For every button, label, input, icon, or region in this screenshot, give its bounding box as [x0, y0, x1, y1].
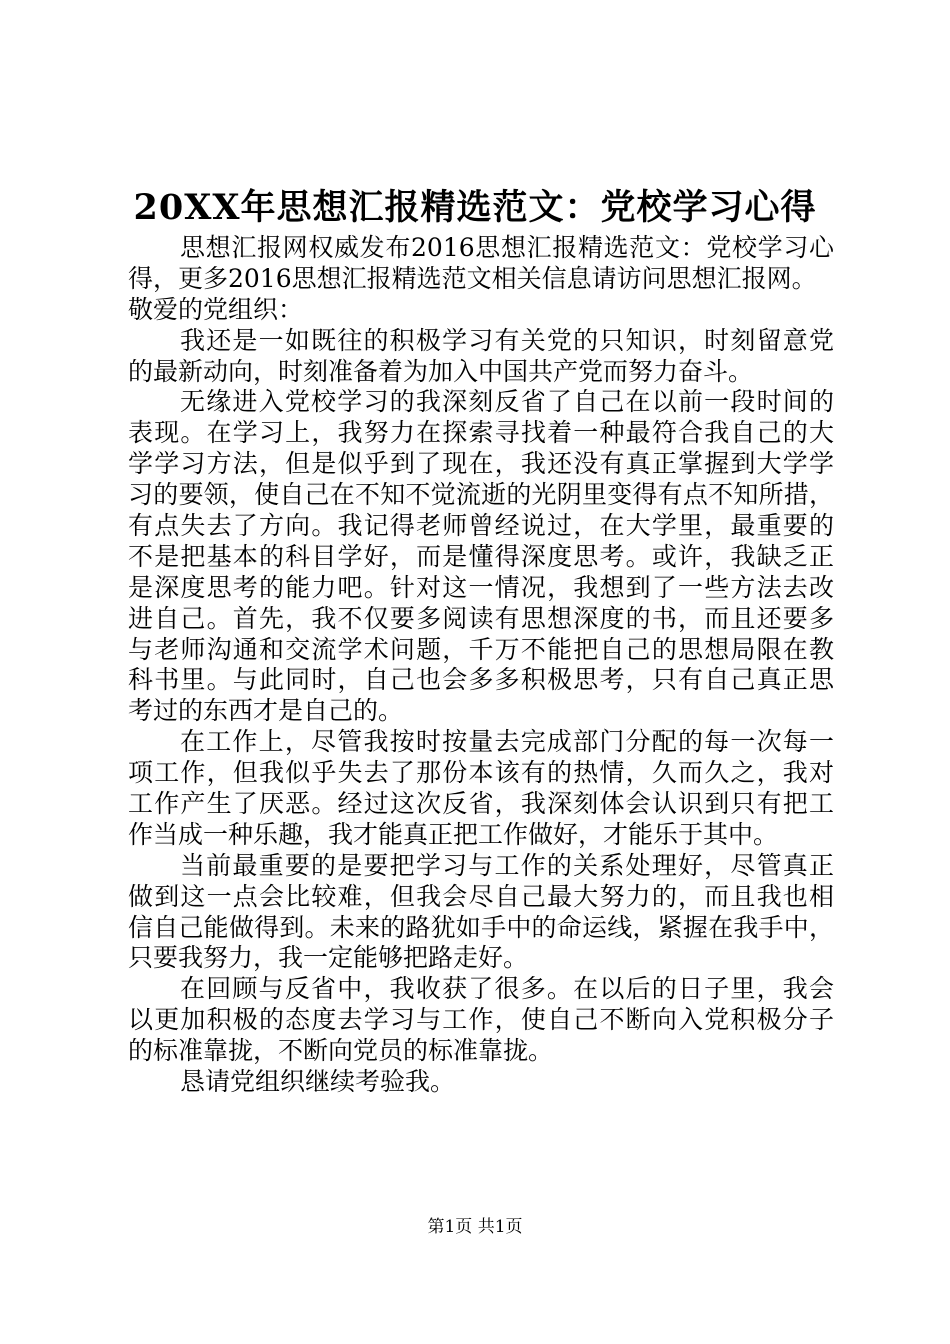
body-line: 学学习方法，但是似乎到了现在，我还没有真正掌握到大学学 [128, 449, 834, 479]
body-line: 工作产生了厌恶。经过这次反省，我深刻体会认识到只有把工 [128, 789, 834, 819]
body-line: 的标准靠拢，不断向党员的标准靠拢。 [128, 1036, 554, 1066]
body-line: 我还是一如既往的积极学习有关党的只知识，时刻留意党 [180, 325, 834, 355]
body-line: 与老师沟通和交流学术问题，千万不能把自己的思想局限在教 [128, 634, 834, 664]
document-title: 20XX年思想汇报精选范文：党校学习心得 [133, 187, 817, 228]
body-line: 得，更多2016思想汇报精选范文相关信息请访问思想汇报网。 [128, 263, 817, 293]
body-line: 的最新动向，时刻准备着为加入中国共产党而努力奋斗。 [128, 356, 754, 386]
body-line: 在回顾与反省中，我收获了很多。在以后的日子里，我会 [180, 974, 834, 1004]
body-line: 习的要领，使自己在不知不觉流逝的光阴里变得有点不知所措， [128, 480, 834, 510]
body-line: 考过的东西才是自己的。 [128, 696, 404, 726]
body-line: 敬爱的党组织： [128, 294, 304, 324]
body-line: 信自己能做得到。未来的路犹如手中的命运线，紧握在我手中， [128, 912, 834, 942]
body-line: 无缘进入党校学习的我深刻反省了自己在以前一段时间的 [180, 387, 834, 417]
body-line: 在工作上，尽管我按时按量去完成部门分配的每一次每一 [180, 727, 834, 757]
page-footer: 第1页 共1页 [427, 1217, 523, 1237]
body-line: 恳请党组织继续考验我。 [180, 1067, 456, 1097]
body-line: 做到这一点会比较难，但我会尽自己最大努力的，而且我也相 [128, 881, 834, 911]
body-line: 有点失去了方向。我记得老师曾经说过，在大学里，最重要的 [128, 511, 834, 541]
document-body [128, 233, 834, 1098]
body-line: 作当成一种乐趣，我才能真正把工作做好，才能乐于其中。 [128, 819, 779, 849]
body-line: 科书里。与此同时，自己也会多多积极思考，只有自己真正思 [128, 665, 834, 695]
body-line: 进自己。首先，我不仅要多阅读有思想深度的书，而且还要多 [128, 603, 834, 633]
body-line: 只要我努力，我一定能够把路走好。 [128, 943, 529, 973]
body-line: 思想汇报网权威发布2016思想汇报精选范文：党校学习心 [180, 233, 834, 262]
body-line: 项工作，但我似乎失去了那份本该有的热情，久而久之，我对 [128, 758, 834, 788]
body-line: 表现。在学习上，我努力在探索寻找着一种最符合我自己的大 [128, 418, 834, 448]
body-line: 是深度思考的能力吧。针对这一情况，我想到了一些方法去改 [128, 572, 834, 602]
body-line: 不是把基本的科目学好，而是懂得深度思考。或许，我缺乏正 [128, 541, 834, 571]
body-line: 当前最重要的是要把学习与工作的关系处理好，尽管真正 [180, 850, 834, 880]
body-line: 以更加积极的态度去学习与工作，使自己不断向入党积极分子 [128, 1005, 834, 1035]
